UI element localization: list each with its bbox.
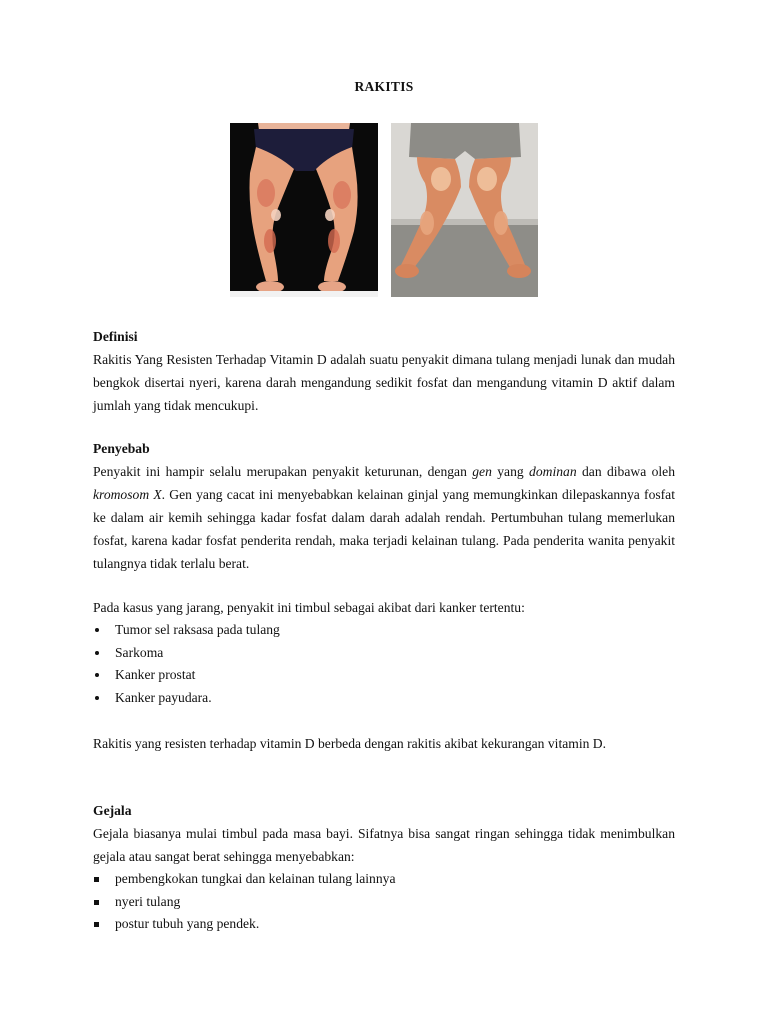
cancer-causes-list	[93, 619, 675, 709]
heading-penyebab: Penyebab	[93, 441, 150, 456]
term-kromosom-x: kromosom X	[93, 487, 162, 502]
list-item: Kanker payudara.	[93, 687, 675, 710]
section-definisi	[93, 325, 675, 417]
gejala-text: Gejala biasanya mulai timbul pada masa bayi. Sifatnya bisa sangat ringan sehingga tidak menimbulkan gejala atau sangat berat sehingga menyebabkan:	[93, 826, 675, 864]
penyebab-paragraph-1: Penyakit ini hampir selalu merupakan penyakit keturunan, dengan gen yang dominan dan dibawa oleh kromosom X. Gen yang cacat ini menyebabkan kelainan ginjal yang memungkinkan dilepaskannya fosfat ke dalam air kemih sehingga kadar fosfat dalam darah adalah rendah. Pertumbuhan tulang memerlukan fosfat, karena kadar fosfat penderita rendah, maka terjadi kelainan tulang. Pada penderita wanita penyakit tulangnya tidak terlalu berat.	[93, 464, 675, 571]
list-item: postur tubuh yang pendek.	[93, 913, 675, 936]
section-perbedaan	[93, 732, 675, 755]
section-gejala	[93, 799, 675, 936]
page-title: RAKITIS	[354, 79, 414, 94]
list-item: Kanker prostat	[93, 664, 675, 687]
symptoms-list	[93, 868, 675, 936]
photo-knock-knee-legs	[391, 123, 538, 297]
photo-bowed-legs-front	[230, 123, 378, 297]
term-gen: gen	[472, 464, 492, 479]
section-kanker	[93, 596, 675, 709]
list-item: nyeri tulang	[93, 891, 675, 914]
penyebab-paragraph-3: Rakitis yang resisten terhadap vitamin D berbeda dengan rakitis akibat kekurangan vitamin D.	[93, 736, 607, 751]
term-dominan: dominan	[529, 464, 577, 479]
list-item: pembengkokan tungkai dan kelainan tulang lainnya	[93, 868, 675, 891]
heading-gejala: Gejala	[93, 803, 132, 818]
list-item: Tumor sel raksasa pada tulang	[93, 619, 675, 642]
definisi-text: Rakitis Yang Resisten Terhadap Vitamin D adalah suatu penyakit dimana tulang menjadi lunak dan mudah bengkok disertai nyeri, karena darah mengandung sedikit fosfat dan mengandung vitamin D aktif dalam jumlah yang tidak mencukupi.	[93, 352, 675, 413]
section-penyebab	[93, 437, 675, 575]
list-item: Sarkoma	[93, 642, 675, 665]
heading-definisi: Definisi	[93, 329, 138, 344]
penyebab-paragraph-2: Pada kasus yang jarang, penyakit ini timbul sebagai akibat dari kanker tertentu:	[93, 600, 525, 615]
